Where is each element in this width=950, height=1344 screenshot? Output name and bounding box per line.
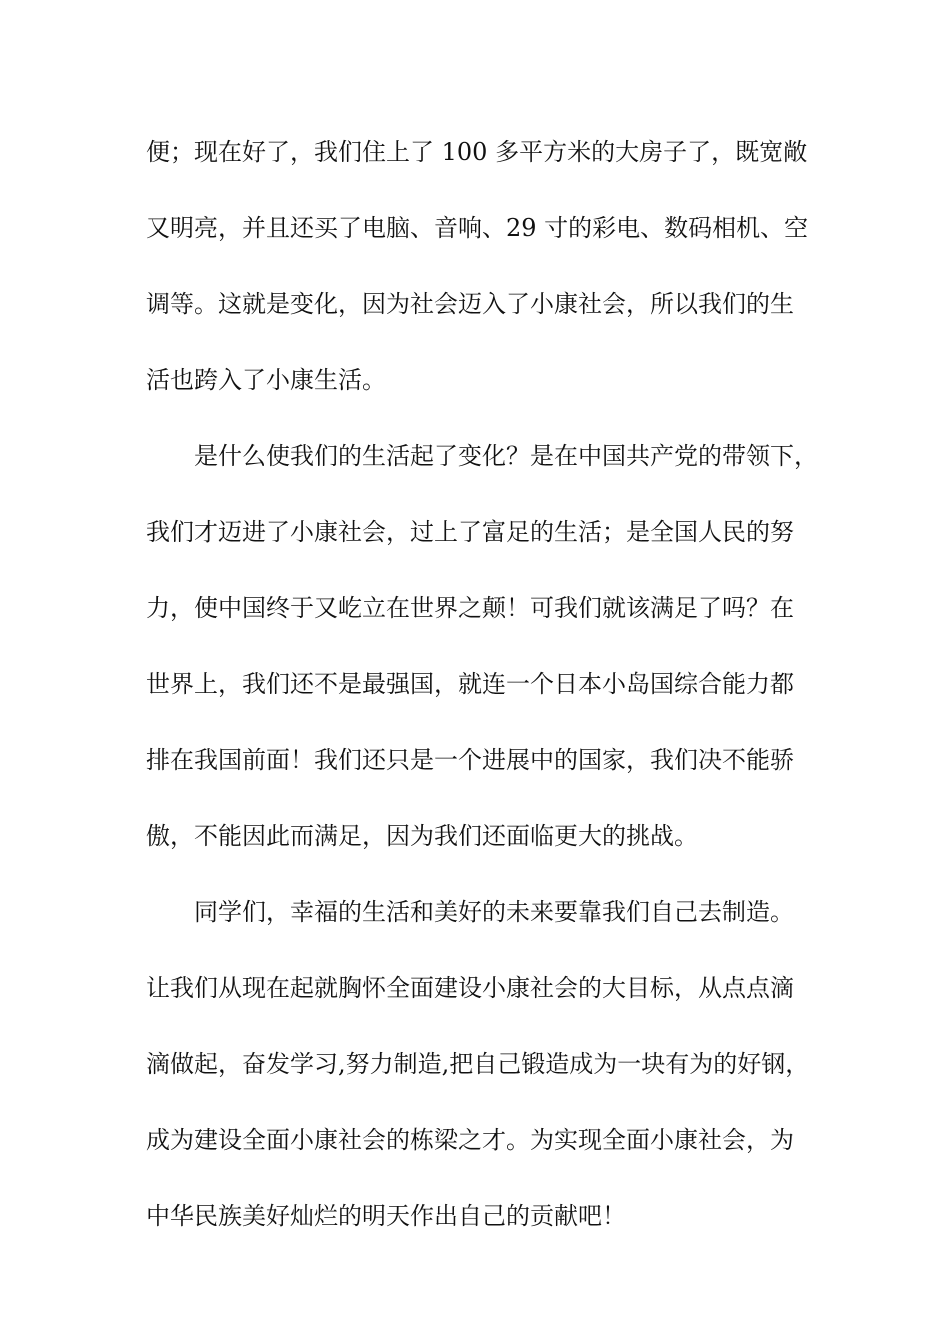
paragraph-start-line: 是什么使我们的生活起了变化？是在中国共产党的带领下， <box>194 442 818 470</box>
text-line: 世界上，我们还不是最强国，就连一个日本小岛国综合能力都 <box>146 670 794 698</box>
text-line: 便；现在好了，我们住上了 100 多平方米的大房子了，既宽敞 <box>146 138 808 166</box>
text-line: 成为建设全面小康社会的栋梁之才。为实现全面小康社会，为 <box>146 1126 794 1154</box>
text-line: 排在我国前面！我们还只是一个进展中的国家，我们决不能骄 <box>146 746 794 774</box>
text-line: 中华民族美好灿烂的明天作出自己的贡献吧！ <box>146 1202 626 1230</box>
text-line: 又明亮，并且还买了电脑、音响、29 寸的彩电、数码相机、空 <box>146 214 809 242</box>
text-line: 傲，不能因此而满足，因为我们还面临更大的挑战。 <box>146 822 698 850</box>
text-line: 调等。这就是变化，因为社会迈入了小康社会，所以我们的生 <box>146 290 794 318</box>
body-text <box>146 130 846 1270</box>
text-line: 滴做起，奋发学习,努力制造,把自己锻造成为一块有为的好钢， <box>146 1050 810 1078</box>
text-line: 活也跨入了小康生活。 <box>146 366 386 394</box>
text-line: 我们才迈进了小康社会，过上了富足的生活；是全国人民的努 <box>146 518 794 546</box>
text-line: 力，使中国终于又屹立在世界之颠！可我们就该满足了吗？在 <box>146 594 794 622</box>
paragraph-start-line: 同学们，幸福的生活和美好的未来要靠我们自己去制造。 <box>194 898 794 926</box>
text-line: 让我们从现在起就胸怀全面建设小康社会的大目标，从点点滴 <box>146 974 794 1002</box>
